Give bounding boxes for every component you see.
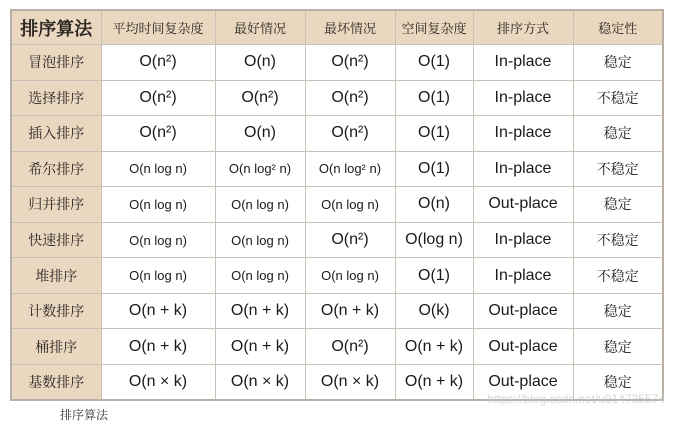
method-cell: Out-place	[473, 187, 573, 223]
watermark: https://blog.csdn.net/u014735574	[487, 392, 665, 406]
table-row	[11, 293, 663, 329]
space-cell: O(1)	[395, 151, 473, 187]
average-cell: O(n log n)	[101, 258, 215, 294]
average-cell: O(n²)	[101, 80, 215, 116]
worst-cell: O(n log n)	[305, 187, 395, 223]
col-header-best: 最好情况	[215, 10, 305, 45]
best-cell: O(n + k)	[215, 293, 305, 329]
stability-cell: 不稳定	[573, 222, 663, 258]
best-cell: O(n)	[215, 116, 305, 152]
average-cell: O(n + k)	[101, 329, 215, 365]
row-header: 快速排序	[11, 222, 101, 258]
worst-cell: O(n + k)	[305, 293, 395, 329]
footer-text: 排序算法	[60, 408, 109, 422]
col-header-space: 空间复杂度	[395, 10, 473, 45]
method-cell: In-place	[473, 45, 573, 81]
method-cell: In-place	[473, 258, 573, 294]
row-header: 插入排序	[11, 116, 101, 152]
stability-cell: 稳定	[573, 45, 663, 81]
method-cell: In-place	[473, 80, 573, 116]
stability-cell: 稳定	[573, 364, 663, 400]
best-cell: O(n × k)	[215, 364, 305, 400]
average-cell: O(n log n)	[101, 222, 215, 258]
stability-cell: 稳定	[573, 187, 663, 223]
col-header-stability: 稳定性	[573, 10, 663, 45]
row-header: 归并排序	[11, 187, 101, 223]
best-cell: O(n log n)	[215, 222, 305, 258]
row-header: 桶排序	[11, 329, 101, 365]
worst-cell: O(n²)	[305, 329, 395, 365]
table-row	[11, 80, 663, 116]
sorting-complexity-table	[10, 9, 664, 401]
table-row	[11, 116, 663, 152]
space-cell: O(k)	[395, 293, 473, 329]
table-row	[11, 329, 663, 365]
stability-cell: 稳定	[573, 293, 663, 329]
average-cell: O(n²)	[101, 45, 215, 81]
method-cell: Out-place	[473, 364, 573, 400]
row-header: 堆排序	[11, 258, 101, 294]
row-header: 计数排序	[11, 293, 101, 329]
stability-cell: 稳定	[573, 116, 663, 152]
col-header-method: 排序方式	[473, 10, 573, 45]
best-cell: O(n²)	[215, 80, 305, 116]
stability-cell: 不稳定	[573, 258, 663, 294]
table-row	[11, 151, 663, 187]
space-cell: O(1)	[395, 258, 473, 294]
average-cell: O(n log n)	[101, 187, 215, 223]
best-cell: O(n log² n)	[215, 151, 305, 187]
space-cell: O(log n)	[395, 222, 473, 258]
table-row	[11, 258, 663, 294]
worst-cell: O(n log² n)	[305, 151, 395, 187]
best-cell: O(n)	[215, 45, 305, 81]
space-cell: O(1)	[395, 116, 473, 152]
best-cell: O(n log n)	[215, 258, 305, 294]
space-cell: O(1)	[395, 80, 473, 116]
stability-cell: 不稳定	[573, 80, 663, 116]
row-header: 选择排序	[11, 80, 101, 116]
worst-cell: O(n × k)	[305, 364, 395, 400]
stability-cell: 不稳定	[573, 151, 663, 187]
method-cell: In-place	[473, 151, 573, 187]
stability-cell: 稳定	[573, 329, 663, 365]
table-row	[11, 222, 663, 258]
worst-cell: O(n²)	[305, 45, 395, 81]
row-header: 基数排序	[11, 364, 101, 400]
col-header-worst: 最坏情况	[305, 10, 395, 45]
space-cell: O(n)	[395, 187, 473, 223]
table-row	[11, 187, 663, 223]
average-cell: O(n²)	[101, 116, 215, 152]
space-cell: O(1)	[395, 45, 473, 81]
space-cell: O(n + k)	[395, 329, 473, 365]
method-cell: Out-place	[473, 293, 573, 329]
header-row	[11, 10, 663, 45]
average-cell: O(n × k)	[101, 364, 215, 400]
worst-cell: O(n²)	[305, 116, 395, 152]
worst-cell: O(n²)	[305, 80, 395, 116]
average-cell: O(n + k)	[101, 293, 215, 329]
method-cell: In-place	[473, 222, 573, 258]
row-header: 希尔排序	[11, 151, 101, 187]
method-cell: In-place	[473, 116, 573, 152]
method-cell: Out-place	[473, 329, 573, 365]
row-header: 冒泡排序	[11, 45, 101, 81]
table-row	[11, 45, 663, 81]
col-header-average: 平均时间复杂度	[101, 10, 215, 45]
average-cell: O(n log n)	[101, 151, 215, 187]
worst-cell: O(n log n)	[305, 258, 395, 294]
best-cell: O(n + k)	[215, 329, 305, 365]
space-cell: O(n + k)	[395, 364, 473, 400]
corner-header: 排序算法	[11, 10, 101, 45]
best-cell: O(n log n)	[215, 187, 305, 223]
worst-cell: O(n²)	[305, 222, 395, 258]
